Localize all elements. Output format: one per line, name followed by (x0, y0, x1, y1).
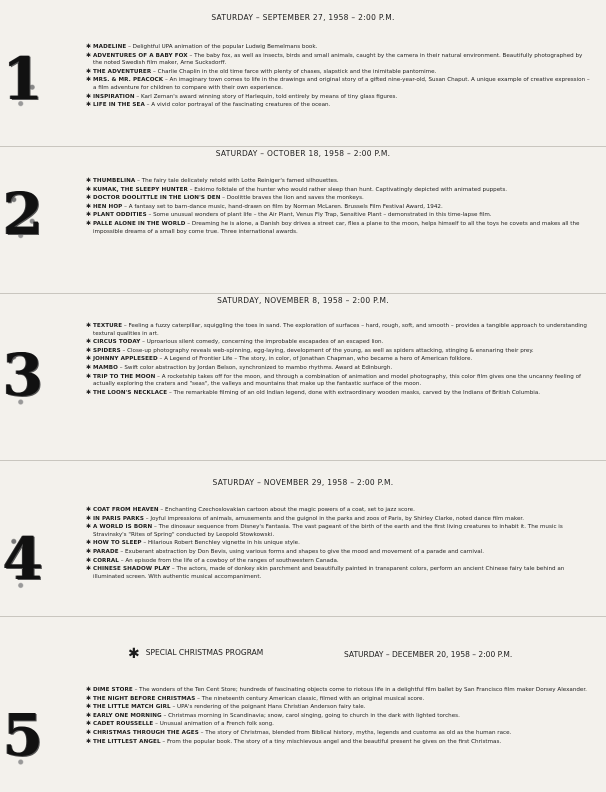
program-item (86, 515, 591, 524)
film-title: HEN HOP (93, 203, 123, 210)
film-description: – Joyful impressions of animals, amusements and the guignol in the parks and zoos of Paris, by Shirley Clarke, noted dance film maker. (143, 515, 524, 522)
star-bullet-icon: ✱ (86, 506, 92, 513)
section-1-date: SATURDAY – SEPTEMBER 27, 1958 – 2:00 P.M. (211, 13, 395, 22)
program-item (86, 355, 591, 364)
film-description: – An imaginary town comes to life in the drawings and original story of a gifted nine-year-old, Susan Chaput. A unique example of creative expression – a film adventure for children to compare with their own experience. (93, 77, 590, 91)
star-bullet-icon: ✱ (86, 338, 92, 346)
program-item (86, 557, 591, 566)
star-bullet-icon: ✱ (86, 363, 92, 371)
star-bullet-icon: ✱ (86, 76, 92, 84)
program-item (86, 177, 591, 186)
film-description: – The remarkable filming of an old Indian legend, done with extraordinary wooden masks, carved by the Indians of British Columbia. (167, 389, 541, 396)
film-title: PALLE ALONE IN THE WORLD (93, 220, 186, 227)
section-3-program (86, 322, 591, 397)
star-bullet-icon: ✱ (86, 67, 92, 75)
program-item (86, 93, 591, 102)
program-item (86, 101, 591, 110)
star-bullet-icon: ✱ (86, 194, 92, 202)
film-title: ADVENTURES OF A BABY FOX (93, 52, 188, 59)
program-item (86, 539, 591, 548)
film-description: – Dreaming he is alone, a Danish boy drives a street car, flies a plane to the moon, helps himself to all the toys he covets and makes all the impossible dreams of a small boy come true. Three international awards. (93, 220, 580, 235)
film-description: – The dinosaur sequence from Disney's Fantasia. The vast pageant of the birth of the earth and the first living creatures to inhabit it. The music is Stravinsky's "Rites of Spring" conducted by Leopold Stowkowski. (93, 524, 563, 538)
star-bullet-icon: ✱ (86, 388, 92, 396)
film-title: EARLY ONE MORNING (93, 712, 162, 719)
program-item (86, 738, 591, 747)
program-item (86, 68, 591, 77)
film-title: JOHNNY APPLESEED (93, 356, 158, 363)
star-bullet-icon: ✱ (86, 737, 92, 745)
star-bullet-icon: ✱ (86, 355, 92, 363)
film-title: TRIP TO THE MOON (93, 373, 156, 380)
film-description: – Karl Zeman's award winning story of Harlequin, told entirely by means of tiny glass figures. (134, 93, 398, 100)
star-bullet-icon: ✱ (86, 547, 92, 555)
numeral-5-illustration: 5 (0, 690, 46, 780)
section-2-date: SATURDAY – OCTOBER 18, 1958 – 2:00 P.M. (215, 149, 391, 158)
film-description: – Charlie Chaplin in the old time farce with plenty of chases, slapstick and the inimitable pantomime. (151, 68, 437, 75)
film-description: – Some unusual wonders of plant life – the Air Plant, Venus Fly Trap, Sensitive Plant – demonstrated in this time-lapse film. (146, 212, 492, 219)
star-bullet-icon: ✱ (86, 202, 92, 210)
program-item (86, 523, 591, 539)
film-title: MAMBO (93, 364, 118, 371)
film-title: DIME STORE (93, 687, 133, 693)
film-description: – UPA's rendering of the poignant Hans Christian Anderson fairy tale. (170, 704, 366, 711)
film-description: – Close-up photography reveals web-spinning, egg-laying, development of the young, as well as spiders attacking, stinging & ensnaring their prey. (120, 347, 534, 354)
film-description: – Feeling a fuzzy caterpillar, squiggling the toes in sand. The exploration of surfaces – hard, rough, soft, and smooth – provides a tangible approach to understanding textural qualities in art. (93, 323, 587, 337)
numeral-2-illustration: 2 (0, 178, 46, 250)
section-1-program (86, 43, 591, 110)
film-title: THE LITTLE MATCH GIRL (93, 704, 171, 711)
numeral-3-illustration: 3 (0, 330, 46, 420)
film-description: – Delightful UPA animation of the popular Ludwig Bemelmans book. (126, 44, 318, 50)
program-item (86, 186, 591, 195)
program-item (86, 347, 591, 356)
star-bullet-icon: ✱ (86, 211, 92, 219)
section-3-date: SATURDAY, NOVEMBER 8, 1958 – 2:00 P.M. (217, 296, 389, 305)
star-bullet-icon: ✱ (86, 728, 92, 736)
film-title: CADET ROUSSELLE (93, 721, 154, 728)
program-item (86, 695, 591, 704)
film-title: PLANT ODDITIES (93, 212, 147, 219)
film-title: THE LOON'S NECKLACE (93, 389, 168, 396)
star-bullet-icon: ✱ (86, 322, 92, 329)
numeral-4-illustration: 4 (0, 515, 46, 603)
film-description: – A vivid color portrayal of the fascinating creatures of the ocean. (144, 102, 331, 109)
program-item (86, 76, 591, 92)
star-icon: ✱ (128, 646, 140, 662)
film-title: LIFE IN THE SEA (93, 102, 145, 109)
star-bullet-icon: ✱ (86, 346, 92, 354)
program-item (86, 565, 591, 581)
film-title: THE ADVENTURER (93, 68, 152, 75)
film-title: A WORLD IS BORN (93, 524, 153, 531)
film-description: – The wonders of the Ten Cent Store; hundreds of fascinating objects come to riotous life in a delightful film ballet by San Francisco film maker Dorsey Alexander. (132, 687, 587, 693)
film-description: – Uproarious silent comedy, concerning the improbable escapades of an escaped lion. (140, 339, 384, 346)
program-item (86, 203, 591, 212)
film-title: PARADE (93, 548, 119, 555)
film-description: – Hilarious Robert Benchley vignette in his unique style. (141, 540, 300, 547)
film-title: THUMBELINA (93, 178, 136, 184)
fold-line (0, 293, 606, 294)
star-bullet-icon: ✱ (86, 686, 92, 693)
film-description: – The story of Christmas, blended from Biblical history, myths, legends and customs as old as the human race. (198, 729, 512, 736)
section-4-date: SATURDAY – NOVEMBER 29, 1958 – 2:00 P.M. (212, 478, 394, 487)
film-description: – Doolittle braves the lion and saves the monkeys. (220, 195, 364, 202)
program-item (86, 43, 591, 52)
film-description: – An episode from the life of a cowboy of the ranges of southwestern Canada. (118, 557, 339, 564)
program-item (86, 686, 591, 695)
program-item (86, 338, 591, 347)
program-item (86, 389, 591, 398)
star-bullet-icon: ✱ (86, 51, 92, 59)
program-item (86, 506, 591, 515)
film-title: CHRISTMAS THROUGH THE AGES (93, 729, 199, 736)
film-title: COAT FROM HEAVEN (93, 507, 159, 513)
film-title: SPIDERS (93, 347, 121, 354)
film-title: IN PARIS PARKS (93, 515, 144, 522)
film-description: – Exuberant abstraction by Don Bevis, using various forms and shapes to give the mood and movement of a parade and carnival. (118, 548, 485, 555)
program-item (86, 712, 591, 721)
star-bullet-icon: ✱ (86, 694, 92, 702)
star-bullet-icon: ✱ (86, 565, 92, 573)
fold-line (0, 146, 606, 147)
program-item (86, 194, 591, 203)
film-description: – A Legend of Frontier Life – The story, in color, of Jonathan Chapman, who became a hero of American folklore. (157, 356, 473, 363)
fold-line (0, 616, 606, 617)
program-item (86, 729, 591, 738)
film-description: – The actors, made of donkey skin parchment and beautifully painted in transparent colors, perform an ancient Chinese fairy tale behind an illuminated screen. With authentic musical accompaniment. (93, 566, 565, 580)
film-description: – A rocketship takes off for the moon, and through a combination of animation and model photography, this color film gives one the uncanny feeling of actually exploring the craters and "seas", the valleys and mountains that make up the fantastic surface of the moon. (93, 373, 581, 388)
program-item (86, 703, 591, 712)
star-bullet-icon: ✱ (86, 556, 92, 564)
film-title: CORRAL (93, 557, 119, 564)
program-item (86, 211, 591, 220)
film-description: – Swift color abstraction by Jordan Belson, synchronized to mambo rhythms. Award at Edinburgh. (117, 364, 393, 371)
film-description: – From the popular book. The story of a tiny mischievous angel and the beautiful present he gives on the first Christmas. (160, 738, 502, 745)
star-bullet-icon: ✱ (86, 720, 92, 728)
star-bullet-icon: ✱ (86, 177, 92, 184)
film-title: MRS. & MR. PEACOCK (93, 77, 164, 84)
star-bullet-icon: ✱ (86, 185, 92, 193)
program-item (86, 720, 591, 729)
star-bullet-icon: ✱ (86, 372, 92, 380)
star-bullet-icon: ✱ (86, 43, 92, 50)
film-description: – The nineteenth century American classic, filmed with an original musical score. (195, 695, 425, 702)
film-title: DOCTOR DOOLITTLE IN THE LION'S DEN (93, 195, 221, 202)
film-description: – A fantasy set to barn-dance music, hand-drawn on film by Norman McLaren. Brussels Film Festival Award, 1942. (122, 203, 443, 210)
film-description: – The baby fox, as well as insects, birds and small animals, caught by the camera in their natural environment. Beautifully photographed by the noted Swedish film maker, Arne Sucksdorff. (93, 52, 583, 67)
star-bullet-icon: ✱ (86, 219, 92, 227)
program-item (86, 373, 591, 389)
program-item (86, 364, 591, 373)
film-title: INSPIRATION (93, 93, 135, 100)
numeral-1-illustration: 1 (0, 38, 46, 120)
film-title: KUMAK, THE SLEEPY HUNTER (93, 186, 188, 193)
star-bullet-icon: ✱ (86, 711, 92, 719)
star-bullet-icon: ✱ (86, 92, 92, 100)
fold-line (0, 460, 606, 461)
christmas-program-title: ✱ SPECIAL CHRISTMAS PROGRAM (128, 646, 264, 662)
star-bullet-icon: ✱ (86, 539, 92, 547)
section-4-program (86, 506, 591, 581)
section-5-date: SATURDAY – DECEMBER 20, 1958 – 2:00 P.M. (344, 650, 513, 659)
film-description: – Christmas morning in Scandinavia; snow, carol singing, going to church in the dark with lighted torches. (161, 712, 460, 719)
section-5-program (86, 686, 591, 746)
film-title: THE LITTLEST ANGEL (93, 738, 161, 745)
program-item (86, 548, 591, 557)
section-2-program (86, 177, 591, 236)
film-title: THE NIGHT BEFORE CHRISTMAS (93, 695, 196, 702)
film-title: HOW TO SLEEP (93, 540, 142, 547)
star-bullet-icon: ✱ (86, 101, 92, 109)
film-description: – Unusual animation of a French folk song. (153, 721, 274, 728)
star-bullet-icon: ✱ (86, 523, 92, 531)
film-description: – Eskimo folktale of the hunter who would rather sleep than hunt. Captivatingly depicted with animated puppets. (187, 186, 508, 193)
star-bullet-icon: ✱ (86, 703, 92, 711)
film-description: – The fairy tale delicately retold with Lotte Reiniger's famed silhouettes. (135, 178, 339, 184)
star-bullet-icon: ✱ (86, 514, 92, 522)
program-item (86, 322, 591, 338)
film-title: TEXTURE (93, 323, 123, 329)
film-description: – Enchanting Czechoslovakian cartoon about the magic powers of a coat, set to jazz score. (158, 507, 415, 513)
program-item (86, 220, 591, 236)
film-title: MADELINE (93, 44, 127, 50)
film-title: CHINESE SHADOW PLAY (93, 566, 171, 573)
film-title: CIRCUS TODAY (93, 339, 141, 346)
program-item (86, 52, 591, 68)
